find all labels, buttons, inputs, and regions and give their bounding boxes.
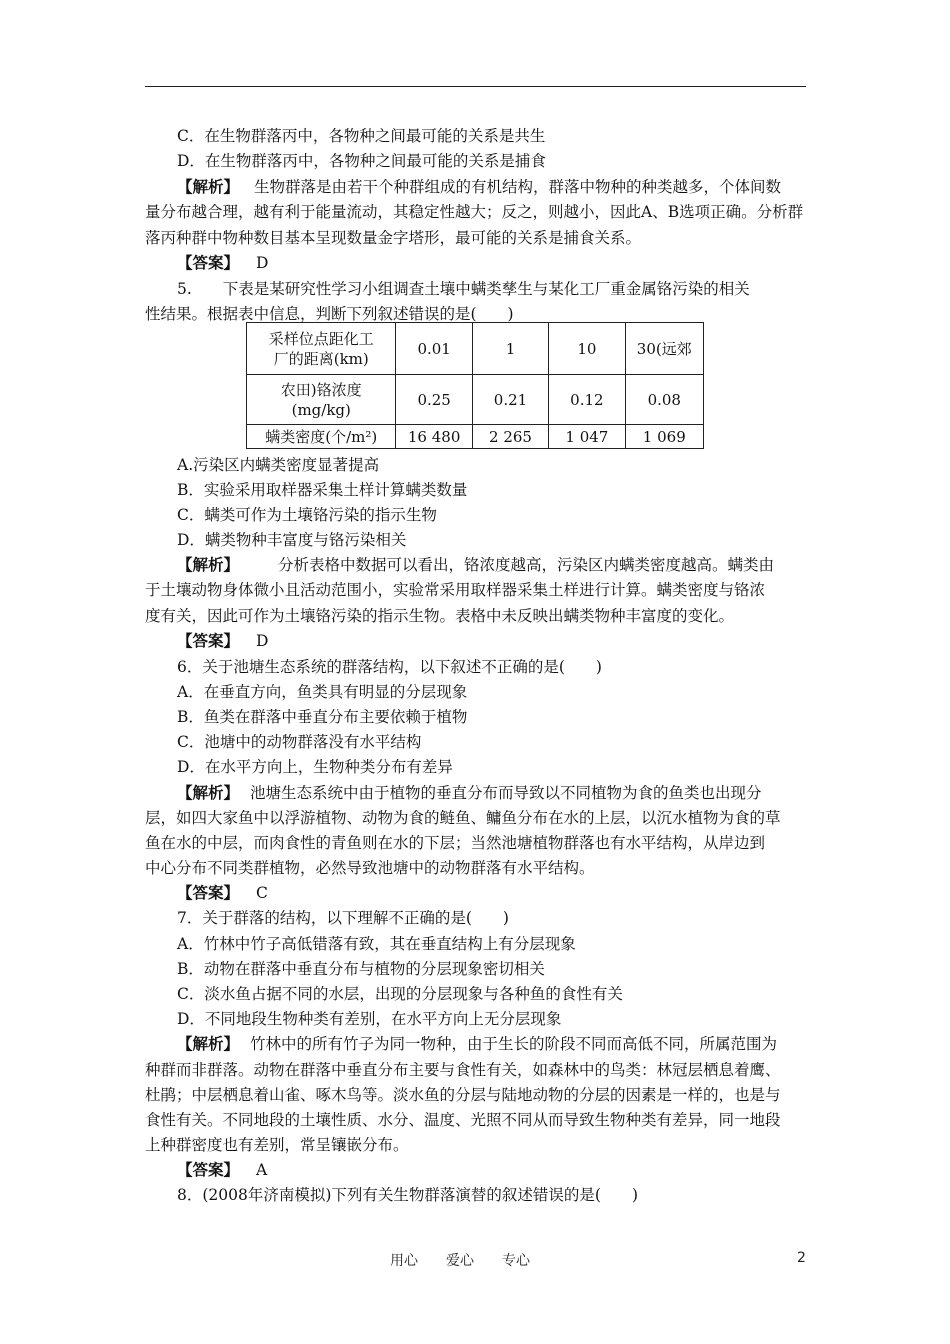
q7-analysis-line2: 种群而非群落。动物在群落中垂直分布主要与食性有关，如森林中的鸟类：林冠层栖息着鹰、 [145, 1061, 781, 1079]
q5-analysis-text: 分析表格中数据可以看出，铬浓度越高，污染区内螨类密度越高。螨类由 [277, 556, 774, 574]
q5-option-c: C．螨类可作为土壤铬污染的指示生物 [177, 506, 437, 524]
data-table [246, 322, 704, 449]
q6-option-c: C．池塘中的动物群落没有水平结构 [177, 733, 422, 751]
table-cell: 1 047 [549, 425, 625, 449]
q6-analysis-line3: 鱼在水的中层，而肉食性的青鱼则在水的下层；当然池塘植物群落也有水平结构，从岸边到 [145, 834, 766, 852]
q5-analysis-line1 [177, 555, 774, 575]
q5-answer-value: D [255, 632, 269, 650]
q6-option-a: A．在垂直方向，鱼类具有明显的分层现象 [177, 683, 468, 701]
table-cell: 0.01 [396, 323, 472, 375]
q6-answer [177, 883, 268, 903]
table-head-line: 农田)铬浓度 [280, 380, 362, 399]
table-cell: 0.25 [396, 375, 472, 425]
q7-stem: 7．关于群落的结构，以下理解不正确的是( ) [177, 909, 509, 927]
q4-analysis-line2: 量分布越合理，越有利于能量流动，其稳定性越大；反之，则越小，因此A、B选项正确。分析群 [145, 203, 804, 221]
table-head-line: 厂的距离(km) [273, 349, 369, 368]
q4-option-c: C．在生物群落丙中，各物种之间最可能的关系是共生 [177, 127, 546, 145]
table-cell [247, 375, 396, 425]
q7-analysis-line5: 上种群密度也有差别，常呈镶嵌分布。 [145, 1136, 409, 1154]
q6-option-b: B．鱼类在群落中垂直分布主要依赖于植物 [177, 708, 468, 726]
table-row [247, 323, 704, 375]
q7-option-c: C．淡水鱼占据不同的水层，出现的分层现象与各种鱼的食性有关 [177, 985, 623, 1003]
footer-slogan: 用心 爱心 专心 [390, 1253, 530, 1269]
q7-option-b: B．动物在群落中垂直分布与植物的分层现象密切相关 [177, 960, 545, 978]
table-cell: 10 [549, 323, 625, 375]
table-cell: 0.12 [549, 375, 625, 425]
answer-label: 【答案】 [177, 1160, 240, 1179]
table-cell: 1 [472, 323, 548, 375]
table-cell [247, 323, 396, 375]
table-cell: 1 069 [625, 425, 703, 449]
q5-stem-line1: 5. 下表是某研究性学习小组调查土壤中螨类孳生与某化工厂重金属铬污染的相关 [177, 280, 750, 298]
q6-analysis-line2: 层，如四大家鱼中以浮游植物、动物为食的鲢鱼、鳙鱼分布在水的上层，以沉水植物为食的草 [145, 809, 781, 827]
q6-analysis-text: 池塘生态系统中由于植物的垂直分布而导致以不同植物为食的鱼类也出现分 [249, 784, 762, 802]
q5-analysis-line2: 于土壤动物身体微小且活动范围小，实验常采用取样器采集土样进行计算。螨类密度与铬浓 [145, 581, 766, 599]
q5-stem-line2: 性结果。根据表中信息，判断下列叙述错误的是( ) [145, 305, 514, 323]
analysis-label: 【解析】 [177, 177, 240, 196]
q7-answer [177, 1160, 267, 1180]
q7-answer-value: A [255, 1161, 268, 1179]
q6-option-d: D．在水平方向上，生物种类分布有差异 [177, 758, 453, 776]
answer-label: 【答案】 [177, 631, 240, 650]
table-row [247, 375, 704, 425]
answer-label: 【答案】 [177, 883, 240, 902]
table-cell: 2 265 [472, 425, 548, 449]
q4-analysis-line3: 落丙种群中物种数目基本呈现数量金字塔形，最可能的关系是捕食关系。 [145, 229, 642, 247]
q5-option-b: B．实验采用取样器采集土样计算螨类数量 [177, 481, 468, 499]
q7-option-a: A．竹林中竹子高低错落有致，其在垂直结构上有分层现象 [177, 935, 576, 953]
header-rule [145, 86, 806, 87]
table-head-line: 采样位点距化工 [268, 329, 374, 348]
q7-analysis-line3: 杜鹃；中层栖息着山雀、啄木鸟等。淡水鱼的分层与陆地动物的分层的因素是一样的，也是与 [145, 1086, 781, 1104]
q4-answer [177, 253, 268, 273]
answer-label: 【答案】 [177, 253, 240, 272]
table-cell: 16 480 [396, 425, 472, 449]
q6-analysis-line4: 中心分布不同类群植物，必然导致池塘中的动物群落有水平结构。 [145, 859, 595, 877]
q8-stem: 8．(2008年济南模拟)下列有关生物群落演替的叙述错误的是( ) [177, 1186, 638, 1204]
page-number: 2 [797, 1250, 806, 1266]
q6-answer-value: C [255, 884, 268, 902]
q4-analysis-text: 生物群落是由若干个种群组成的有机结构，群落中物种的种类越多，个体间数 [253, 178, 781, 196]
analysis-label: 【解析】 [177, 783, 240, 802]
table-cell: 0.21 [472, 375, 548, 425]
q4-answer-value: D [255, 254, 269, 272]
q4-option-d: D．在生物群落丙中，各物种之间最可能的关系是捕食 [177, 152, 546, 170]
q5-option-a: A.污染区内螨类密度显著提高 [177, 456, 380, 474]
table-cell: 0.08 [625, 375, 703, 425]
q7-analysis-text: 竹林中的所有竹子为同一物种，由于生长的阶段不同而高低不同，所属范围为 [249, 1035, 777, 1053]
q6-stem: 6．关于池塘生态系统的群落结构，以下叙述不正确的是( ) [177, 658, 602, 676]
q4-analysis-line1 [177, 177, 781, 197]
q5-analysis-line3: 度有关，因此可作为土壤铬污染的指示生物。表格中未反映出螨类物种丰富度的变化。 [145, 607, 735, 625]
q6-analysis-line1 [177, 783, 761, 803]
table-row [247, 425, 704, 449]
table-cell: 螨类密度(个/m²) [247, 425, 396, 449]
q7-option-d: D．不同地段生物种类有差别，在水平方向上无分层现象 [177, 1010, 562, 1028]
q5-option-d: D．螨类物种丰富度与铬污染相关 [177, 531, 407, 549]
analysis-label: 【解析】 [177, 555, 240, 574]
q7-analysis-line1 [177, 1034, 777, 1054]
analysis-label: 【解析】 [177, 1034, 240, 1053]
table-head-line: (mg/kg) [291, 400, 351, 419]
table-cell: 30(远郊 [625, 323, 703, 375]
q5-answer [177, 631, 268, 651]
q7-analysis-line4: 食性有关。不同地段的土壤性质、水分、温度、光照不同从而导致生物种类有差异，同一地段 [145, 1111, 781, 1129]
